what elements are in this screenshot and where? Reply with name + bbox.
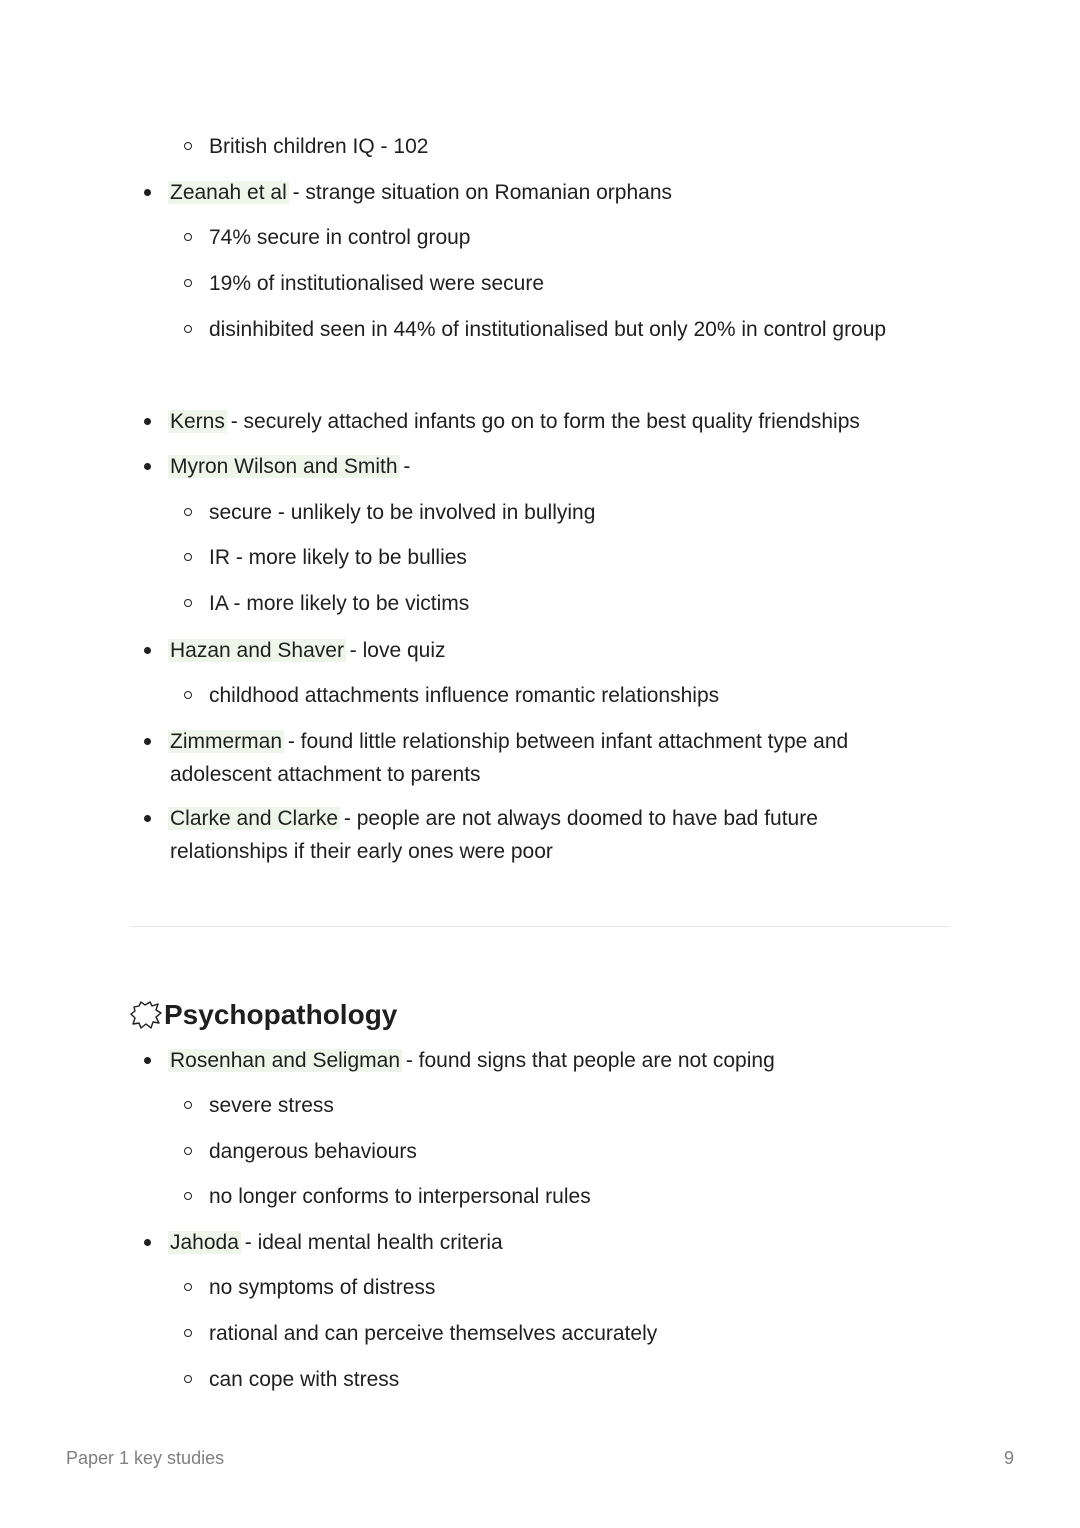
list-item: Zimmerman - found little relationship between infant attachment type and adolescent attachment to parents [170, 725, 900, 791]
bullet-icon [144, 463, 151, 470]
bullet-icon [144, 1239, 151, 1246]
bullet-icon [144, 189, 151, 196]
circle-bullet-icon [184, 1283, 192, 1291]
list-subitem: dangerous behaviours [209, 1135, 417, 1168]
list-subitem: rational and can perceive themselves accurately [209, 1317, 657, 1350]
section-divider [130, 926, 950, 927]
list-subitem: 74% secure in control group [209, 221, 471, 254]
list-subitem: severe stress [209, 1089, 334, 1122]
list-item: Rosenhan and Seligman - found signs that people are not coping [170, 1044, 775, 1077]
study-name: Kerns [170, 410, 225, 433]
circle-bullet-icon [184, 1101, 192, 1109]
list-subitem: childhood attachments influence romantic relationships [209, 679, 719, 712]
study-name: Zimmerman [170, 730, 283, 753]
page-number: 9 [1003, 1448, 1014, 1468]
list-item: Hazan and Shaver - love quiz [170, 634, 446, 667]
section-heading [130, 997, 397, 1033]
circle-bullet-icon [184, 1375, 192, 1383]
bullet-icon [144, 647, 151, 654]
list-subitem: no longer conforms to interpersonal rules [209, 1180, 591, 1213]
anger-burst-icon [130, 1000, 162, 1030]
list-item: Zeanah et al - strange situation on Romanian orphans [170, 176, 672, 209]
section-title: Psychopathology [164, 999, 398, 1030]
list-item: Clarke and Clarke - people are not always doomed to have bad future relationships if their early ones were poor [170, 802, 900, 868]
footer-label: Paper 1 key studies [66, 1448, 225, 1468]
bullet-icon [144, 1057, 151, 1064]
study-name: Hazan and Shaver [170, 639, 344, 662]
study-name: Clarke and Clarke [170, 807, 339, 830]
list-subitem: disinhibited seen in 44% of institutionalised but only 20% in control group [209, 313, 886, 346]
study-name: Myron Wilson and Smith [170, 455, 398, 478]
circle-bullet-icon [184, 691, 192, 699]
list-subitem: no symptoms of distress [209, 1271, 435, 1304]
circle-bullet-icon [184, 599, 192, 607]
list-subitem: 19% of institutionalised were secure [209, 267, 544, 300]
circle-bullet-icon [184, 233, 192, 241]
bullet-icon [144, 815, 151, 822]
circle-bullet-icon [184, 1147, 192, 1155]
study-name: Zeanah et al [170, 181, 287, 204]
circle-bullet-icon [184, 1192, 192, 1200]
bullet-icon [144, 418, 151, 425]
circle-bullet-icon [184, 325, 192, 333]
circle-bullet-icon [184, 508, 192, 516]
list-subitem: IR - more likely to be bullies [209, 541, 467, 574]
list-subitem: IA - more likely to be victims [209, 587, 469, 620]
circle-bullet-icon [184, 553, 192, 561]
list-item: Jahoda - ideal mental health criteria [170, 1226, 503, 1259]
bullet-icon [144, 738, 151, 745]
list-subitem: British children IQ - 102 [209, 130, 428, 163]
study-name: Jahoda [170, 1231, 239, 1254]
circle-bullet-icon [184, 142, 192, 150]
list-item: Kerns - securely attached infants go on to form the best quality friendships [170, 405, 860, 438]
circle-bullet-icon [184, 1329, 192, 1337]
list-subitem: secure - unlikely to be involved in bullying [209, 496, 595, 529]
study-name: Rosenhan and Seligman [170, 1049, 400, 1072]
list-subitem: can cope with stress [209, 1363, 399, 1396]
list-item: Myron Wilson and Smith - [170, 450, 410, 483]
circle-bullet-icon [184, 279, 192, 287]
